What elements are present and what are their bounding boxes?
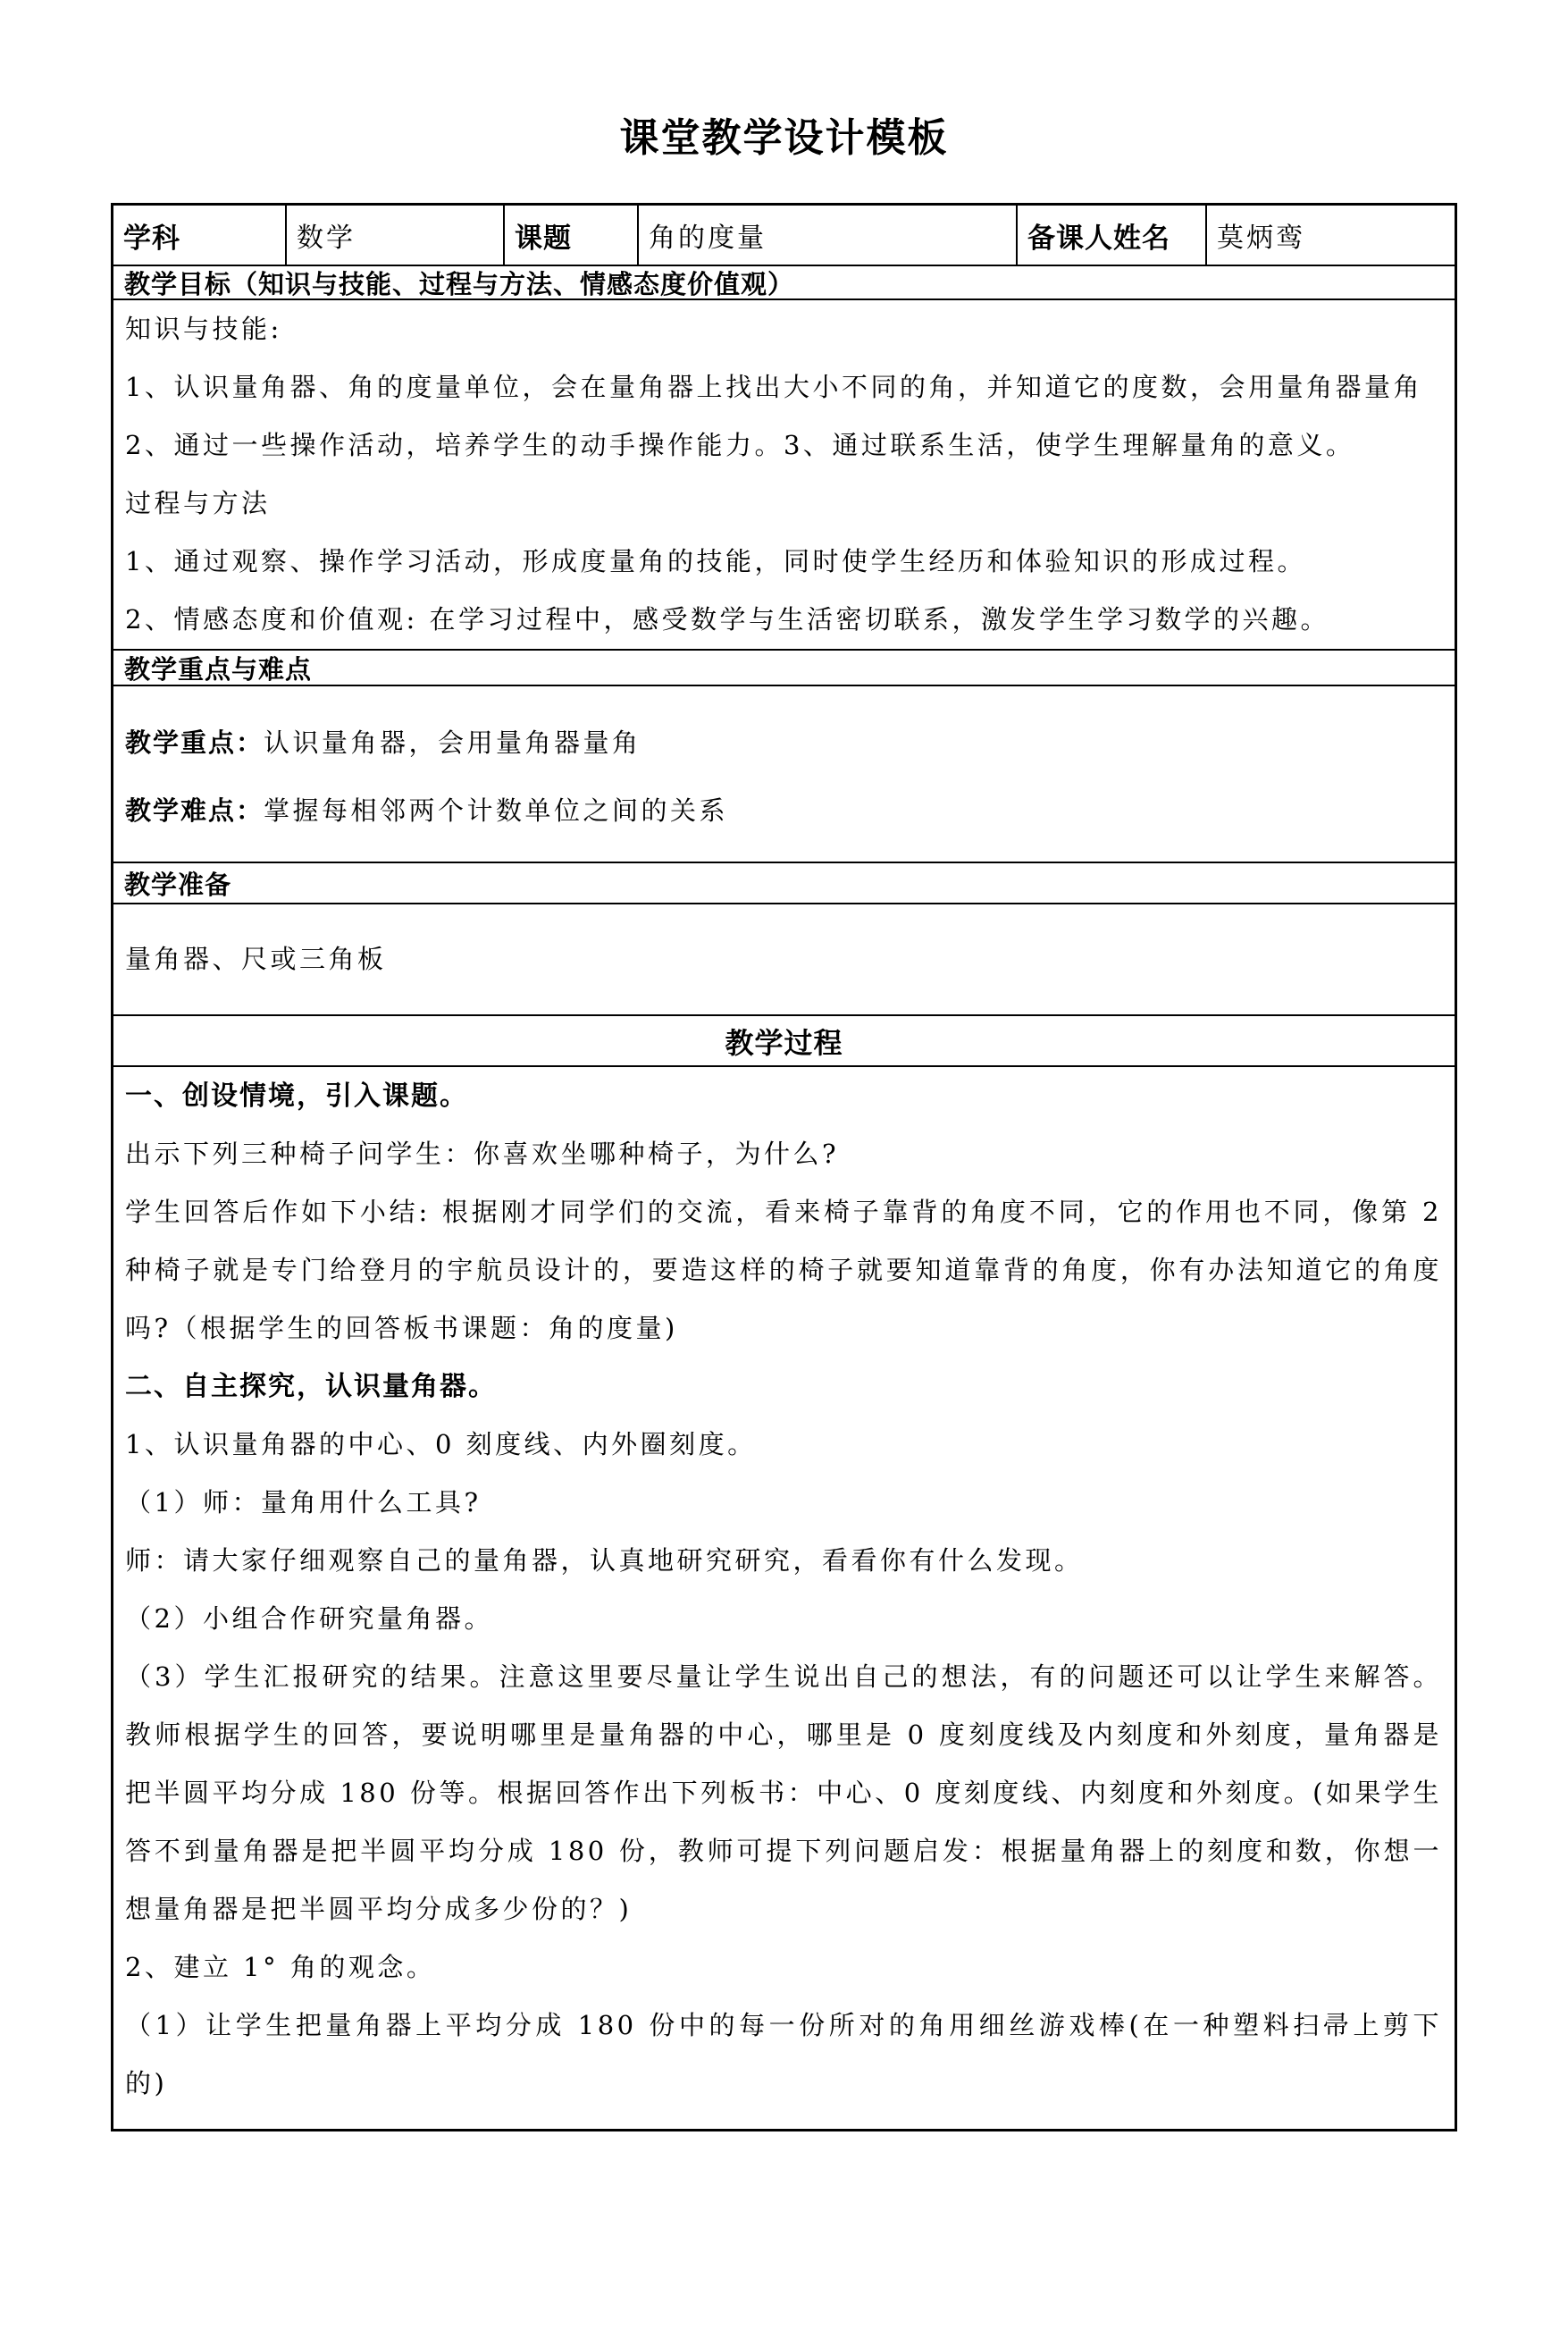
keypoint-focus-label: 教学重点：	[125, 729, 264, 758]
lesson-plan-table	[111, 203, 1457, 2131]
topic-value: 角的度量	[649, 223, 767, 254]
teacher-label: 备课人姓名	[1027, 222, 1170, 254]
objectives-paragraph: 过程与方法	[125, 488, 271, 518]
objectives-paragraph: 知识与技能:	[125, 314, 282, 344]
objectives-paragraph: 1、认识量角器、角的度量单位，会在量角器上找出大小不同的角，并知道它的度数，会用量角器量角	[125, 372, 1422, 402]
teacher-value-cell	[1205, 206, 1455, 265]
keypoints-content	[113, 685, 1455, 862]
subject-label: 学科	[123, 222, 180, 254]
document-page	[0, 112, 1568, 2329]
keypoints-header: 教学重点与难点	[113, 649, 1455, 685]
objectives-paragraph: 2、情感态度和价值观: 在学习过程中，感受数学与生活密切联系，激发学生学习数学的兴趣。	[125, 604, 1329, 635]
process-paragraph: 学生回答后作如下小结: 根据刚才同学们的交流，看来椅子靠背的角度不同，它的作用也不同，像第 2 种椅子就是专门给登月的宇航员设计的，要造这样的椅子就要知道靠背的角度，你有办法知道它的角度吗?（根据学生的回答板书课题：角的度量)	[125, 1197, 1442, 1343]
process-paragraph: （1）师：量角用什么工具?	[125, 1487, 482, 1518]
process-step-heading: 一、创设情境，引入课题。	[125, 1081, 468, 1111]
keypoint-difficulty-label: 教学难点：	[125, 797, 264, 826]
process-paragraph: 2、建立 1° 角的观念。	[125, 1952, 436, 1982]
process-step-heading: 二、自主探究，认识量角器。	[125, 1372, 497, 1401]
process-paragraph: 出示下列三种椅子问学生：你喜欢坐哪种椅子，为什么?	[125, 1139, 840, 1169]
process-paragraph: 1、认识量角器的中心、0 刻度线、内外圈刻度。	[125, 1429, 757, 1459]
info-row	[113, 206, 1455, 265]
process-paragraph: 师：请大家仔细观察自己的量角器，认真地研究研究，看看你有什么发现。	[125, 1545, 1084, 1576]
topic-label: 课题	[515, 222, 572, 254]
keypoint-item	[125, 782, 1442, 841]
process-header: 教学过程	[113, 1014, 1455, 1065]
objectives-paragraph: 1、通过观察、操作学习活动，形成度量角的技能，同时使学生经历和体验知识的形成过程。	[125, 546, 1306, 576]
objectives-content	[113, 298, 1455, 649]
page-title: 课堂教学设计模板	[619, 116, 949, 160]
teacher-label-cell	[1016, 206, 1205, 265]
objectives-header: 教学目标（知识与技能、过程与方法、情感态度价值观）	[113, 265, 1455, 298]
objectives-paragraph: 2、通过一些操作活动，培养学生的动手操作能力。3、通过联系生活，使学生理解量角的意义。	[125, 430, 1355, 460]
subject-value-cell	[285, 206, 503, 265]
teacher-value: 莫炳鸾	[1217, 223, 1305, 254]
keypoint-difficulty-text: 掌握每相邻两个计数单位之间的关系	[264, 795, 729, 826]
process-paragraph: （2）小组合作研究量角器。	[125, 1603, 493, 1634]
topic-value-cell	[637, 206, 1016, 265]
preparation-text: 量角器、尺或三角板	[125, 944, 387, 974]
subject-label-cell	[113, 206, 285, 265]
preparation-content	[113, 903, 1455, 1014]
process-paragraph: （1）让学生把量角器上平均分成 180 份中的每一份所对的角用细丝游戏棒(在一种塑料扫帚上剪下的)	[125, 2010, 1442, 2098]
process-paragraph: （3）学生汇报研究的结果。注意这里要尽量让学生说出自己的想法，有的问题还可以让学生来解答。教师根据学生的回答，要说明哪里是量角器的中心，哪里是 0 度刻度线及内刻度和外刻度，量角器是把半圆平均分成 180 份等。根据回答作出下列板书：中心、0 度刻度线、内刻度和外刻度。(如果学生答不到量角器是把半圆平均分成 180 份，教师可提下列问题启发：根据量角器上的刻度和数，你想一想量角器是把半圆平均分成多少份的？)	[125, 1661, 1442, 1924]
keypoint-item	[125, 714, 1442, 773]
preparation-header: 教学准备	[113, 862, 1455, 903]
process-content	[113, 1065, 1455, 2129]
subject-value: 数学	[297, 223, 356, 254]
topic-label-cell	[503, 206, 637, 265]
keypoint-focus-text: 认识量角器，会用量角器量角	[264, 727, 641, 758]
